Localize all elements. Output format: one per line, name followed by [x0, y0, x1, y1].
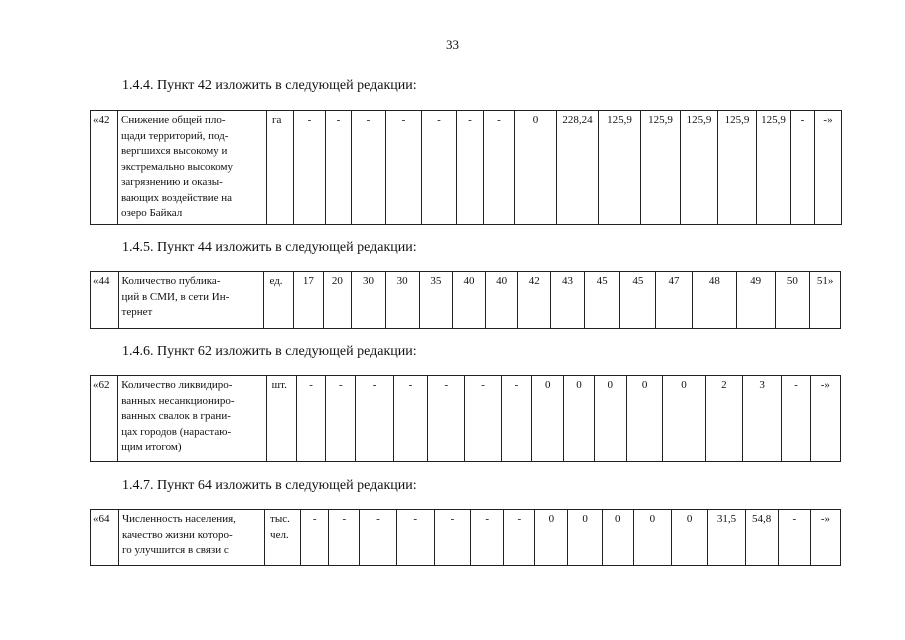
value-cell: 43 — [551, 272, 585, 329]
value-cell: - — [504, 510, 535, 566]
value-cell: - — [471, 510, 504, 566]
value-cell: 125,9 — [718, 111, 757, 225]
value-cell: - — [465, 376, 501, 462]
value-cell: 45 — [584, 272, 620, 329]
value-cell: 0 — [663, 376, 705, 462]
item-index-cell: «44 — [91, 272, 119, 329]
unit-cell — [265, 510, 301, 566]
unit-line: шт. — [271, 379, 287, 391]
unit-cell — [264, 272, 294, 329]
value-cell: -» — [810, 376, 840, 462]
indicator-name-line: озеро Байкал — [121, 207, 183, 219]
page-number: 33 — [446, 37, 459, 52]
section-heading: 1.4.5. Пункт 44 изложить в следующей редакции: — [122, 240, 417, 255]
value-cell: 0 — [532, 376, 564, 462]
value-cell: - — [393, 376, 427, 462]
value-cell: 20 — [323, 272, 352, 329]
value-cell: - — [329, 510, 360, 566]
indicator-name-line: ций в СМИ, в сети Ин- — [121, 290, 230, 303]
value-cell: 0 — [626, 376, 662, 462]
value-cell: 0 — [535, 510, 568, 566]
value-cell: - — [422, 111, 457, 225]
section-heading: 1.4.7. Пункт 64 изложить в следующей редакции: — [122, 478, 417, 493]
value-cell: 42 — [518, 272, 551, 329]
value-cell: 0 — [594, 376, 626, 462]
value-cell: -» — [810, 510, 840, 566]
value-cell: 40 — [485, 272, 518, 329]
value-cell: - — [356, 376, 393, 462]
value-cell: - — [428, 376, 465, 462]
value-cell: 0 — [568, 510, 602, 566]
indicator-name-line: Снижение общей пло- — [121, 114, 226, 126]
value-cell: - — [782, 376, 810, 462]
indicator-name-line: тернет — [121, 306, 153, 318]
indicator-name-line: Количество ликвидиро- — [121, 379, 233, 391]
value-cell: 30 — [352, 272, 386, 329]
value-cell: 48 — [692, 272, 736, 329]
unit-cell — [267, 111, 294, 225]
indicator-name-line: качество жизни которо- — [121, 528, 233, 541]
value-cell: 0 — [564, 376, 594, 462]
value-cell: 0 — [515, 111, 557, 225]
indicator-name-line: экстремально высокому — [121, 160, 234, 173]
value-cell: - — [294, 111, 326, 225]
indicator-name-line: вергшихся высокому и — [121, 145, 228, 157]
value-cell: 2 — [705, 376, 742, 462]
value-cell: 125,9 — [681, 111, 718, 225]
value-cell: - — [484, 111, 515, 225]
value-cell: 0 — [672, 510, 708, 566]
unit-cell — [266, 376, 296, 462]
indicator-name-line: загрязнению и оказы- — [121, 176, 223, 188]
value-cell: 35 — [419, 272, 453, 329]
value-cell: - — [778, 510, 810, 566]
value-cell: - — [326, 376, 356, 462]
indicator-name-line: цах городов (нарастаю- — [121, 425, 232, 438]
value-cell: 54,8 — [745, 510, 778, 566]
unit-line: га — [272, 114, 282, 126]
value-cell: - — [360, 510, 396, 566]
value-cell: -» — [815, 111, 842, 225]
value-cell: - — [301, 510, 329, 566]
value-cell: - — [457, 111, 484, 225]
indicator-name-cell — [118, 272, 264, 329]
value-cell: 51» — [810, 272, 841, 329]
table-row — [91, 376, 841, 462]
value-cell: - — [501, 376, 531, 462]
indicator-name-line: вающих воздействие на — [121, 191, 233, 204]
indicator-name-cell — [118, 111, 267, 225]
value-cell: 45 — [620, 272, 656, 329]
value-cell: 31,5 — [708, 510, 745, 566]
unit-line: тыс. — [270, 513, 290, 525]
indicator-name-line: Количество публика- — [121, 275, 221, 287]
value-cell: 30 — [385, 272, 419, 329]
indicator-name-line: Численность населения, — [121, 513, 236, 525]
value-cell: - — [434, 510, 470, 566]
indicator-name-line: ванных несанкциониро- — [121, 394, 235, 407]
unit-line: чел. — [270, 528, 289, 541]
indicator-name-cell — [118, 376, 266, 462]
value-cell: 17 — [294, 272, 324, 329]
value-cell: - — [791, 111, 815, 225]
value-cell: 0 — [602, 510, 633, 566]
item-index-cell: «42 — [91, 111, 118, 225]
table-row — [91, 272, 841, 329]
indicator-name-line: щади территорий, под- — [121, 129, 229, 142]
section-heading: 1.4.4. Пункт 42 изложить в следующей редакции: — [122, 78, 417, 93]
item-index-cell: «64 — [91, 510, 119, 566]
indicator-name-line: го улучшится в связи с — [121, 544, 229, 556]
unit-line: ед. — [269, 275, 283, 287]
indicator-table — [90, 110, 842, 225]
indicator-table — [90, 509, 841, 566]
value-cell: 50 — [775, 272, 810, 329]
value-cell: - — [386, 111, 422, 225]
indicator-name-line: щим итогом) — [121, 441, 182, 453]
indicator-name-line: ванных свалок в грани- — [121, 410, 231, 422]
value-cell: 47 — [656, 272, 693, 329]
value-cell: 0 — [633, 510, 671, 566]
value-cell: - — [326, 111, 352, 225]
value-cell: 228,24 — [557, 111, 599, 225]
value-cell: 49 — [736, 272, 775, 329]
value-cell: 3 — [743, 376, 782, 462]
value-cell: 125,9 — [599, 111, 641, 225]
value-cell: 40 — [453, 272, 486, 329]
value-cell: - — [296, 376, 325, 462]
value-cell: - — [396, 510, 434, 566]
value-cell: 125,9 — [757, 111, 791, 225]
indicator-table — [90, 271, 841, 329]
indicator-name-cell — [118, 510, 264, 566]
section-heading: 1.4.6. Пункт 62 изложить в следующей редакции: — [122, 344, 417, 359]
table-row — [91, 510, 841, 566]
indicator-table — [90, 375, 841, 462]
table-row — [91, 111, 842, 225]
value-cell: - — [352, 111, 386, 225]
item-index-cell: «62 — [91, 376, 118, 462]
value-cell: 125,9 — [641, 111, 681, 225]
